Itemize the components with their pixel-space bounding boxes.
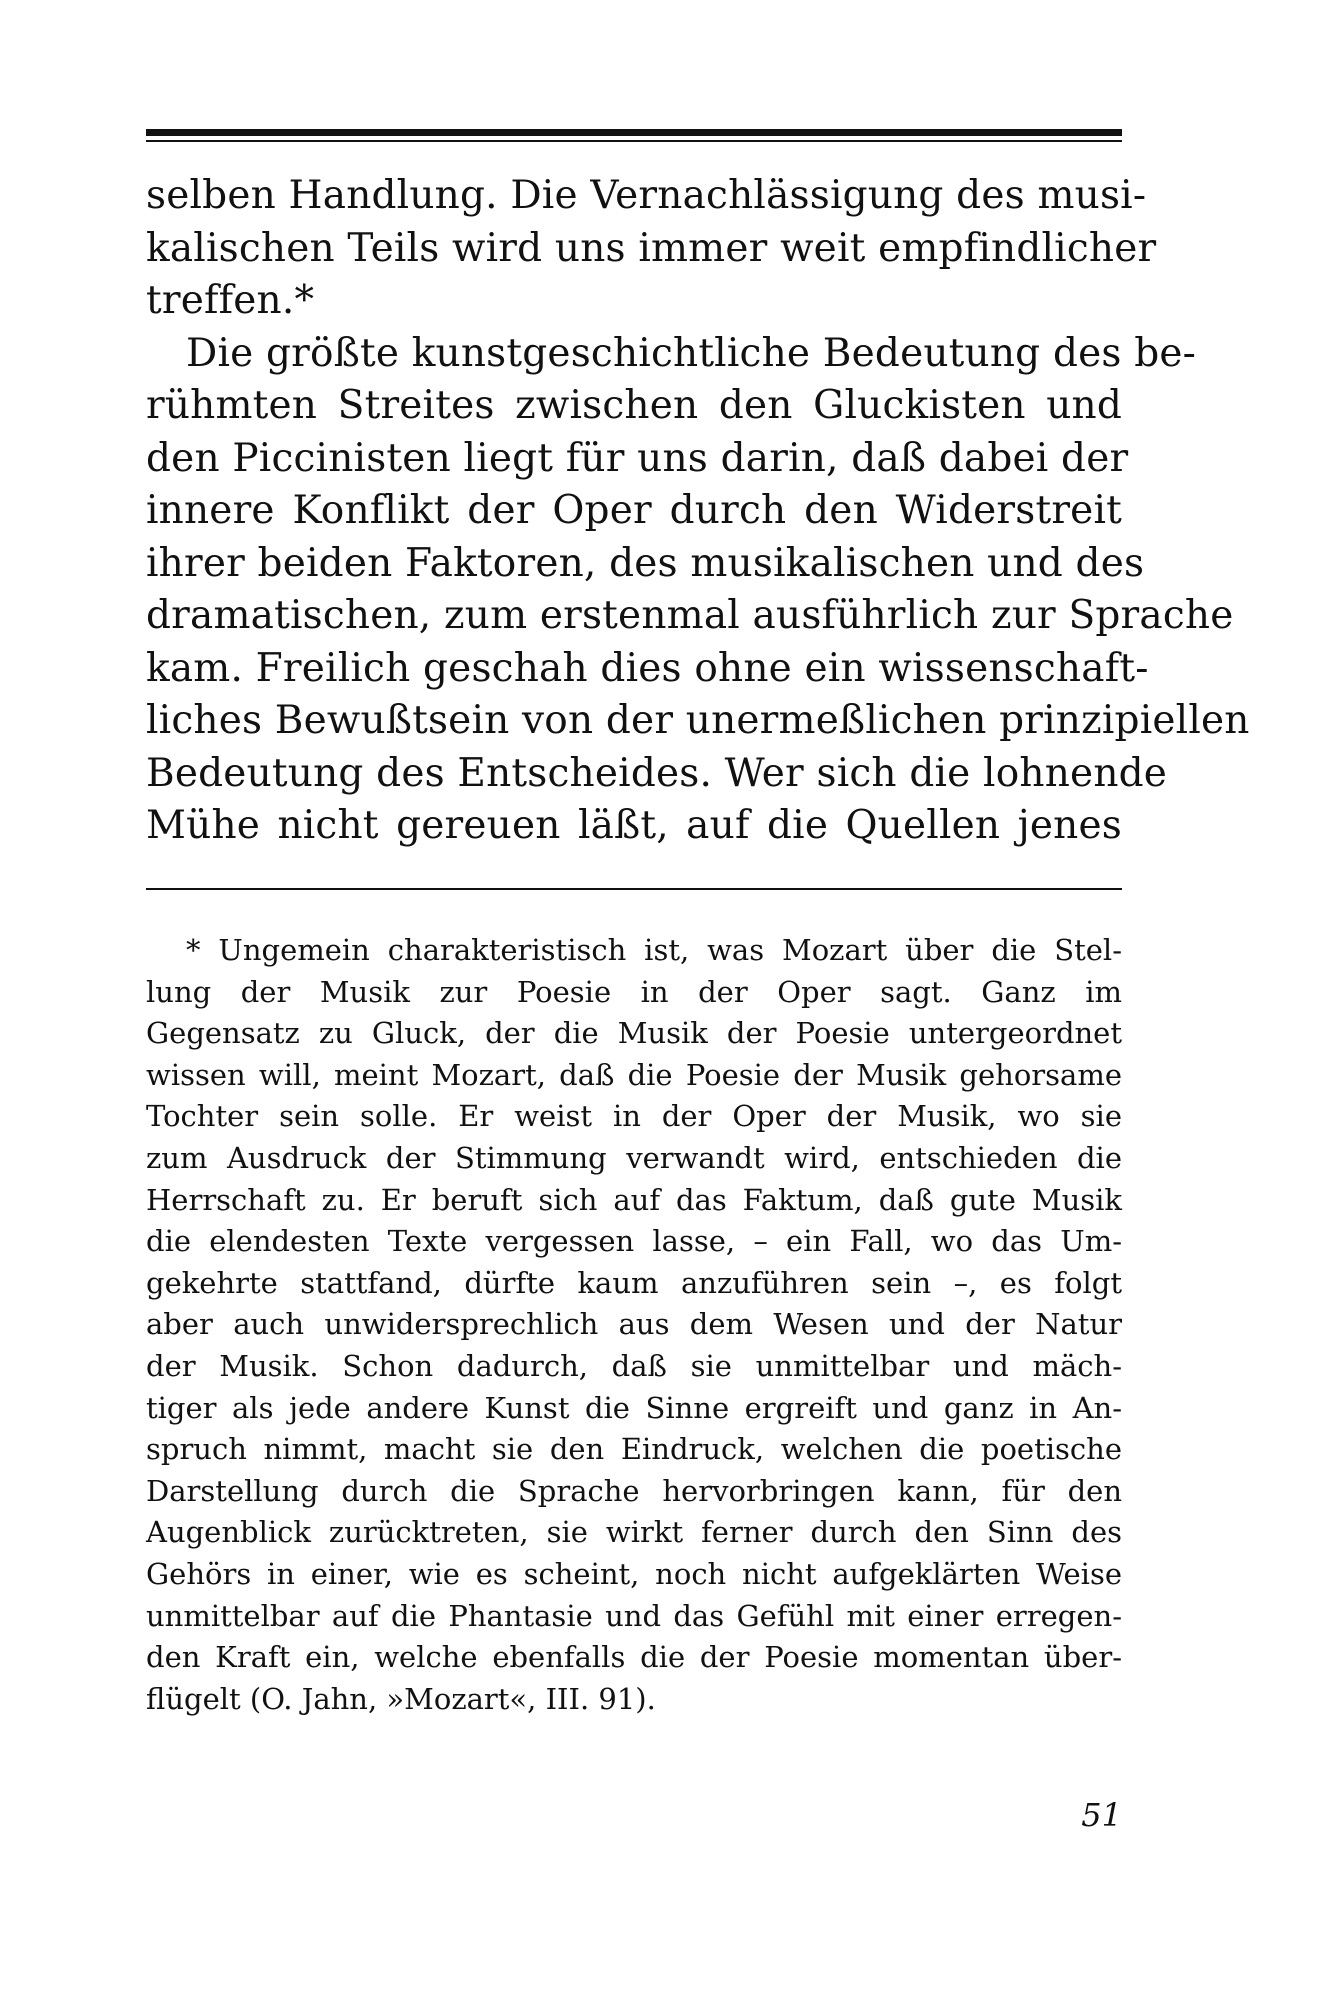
text-line: kalischen Teils wird uns immer weit empfindlicher	[146, 225, 1157, 271]
footnote-line: * Ungemein charakteristisch ist, was Mozart über die Stel-	[186, 933, 1122, 967]
text-line: Bedeutung des Entscheides. Wer sich die lohnende	[146, 750, 1168, 796]
text-line: kam. Freilich geschah dies ohne ein wissenschaft-	[146, 645, 1149, 691]
footnote-line: Herrschaft zu. Er beruft sich auf das Faktum, daß gute Musik	[146, 1182, 1122, 1217]
text-line: Mühe nicht gereuen läßt, auf die Quellen jenes	[146, 803, 1122, 848]
text-line: liches Bewußtsein von der unermeßlichen prinzipiellen	[146, 698, 1250, 743]
text-line: innere Konflikt der Oper durch den Widerstreit	[146, 488, 1122, 533]
footnote-rule	[146, 888, 1122, 890]
text-line: rühmten Streites zwischen den Gluckisten und	[146, 383, 1122, 428]
footnote-line: Darstellung durch die Sprache hervorbringen kann, für den	[146, 1473, 1122, 1508]
main-text	[146, 170, 1250, 853]
footnote-line: zum Ausdruck der Stimmung verwandt wird, entschieden die	[146, 1140, 1122, 1175]
footnote-line: Gehörs in einer, wie es scheint, noch nicht aufgeklärten Weise	[146, 1556, 1122, 1591]
header-rule-thick	[146, 129, 1122, 136]
footnote-line: Tochter sein solle. Er weist in der Oper der Musik, wo sie	[146, 1099, 1122, 1134]
text-line: treffen.*	[146, 278, 315, 323]
text-line: ihrer beiden Faktoren, des musikalischen und des	[146, 540, 1145, 586]
footnote-line: tiger als jede andere Kunst die Sinne ergreift und ganz in An-	[146, 1390, 1122, 1425]
page-number: 51	[1081, 1796, 1122, 1834]
text-line: dramatischen, zum erstenmal ausführlich zur Sprache	[146, 593, 1234, 638]
text-line: Die größte kunstgeschichtliche Bedeutung des be-	[186, 330, 1197, 376]
footnote	[146, 930, 1122, 1720]
footnote-line: aber auch unwidersprechlich aus dem Wesen und der Natur	[146, 1307, 1122, 1342]
header-rule-thin	[146, 140, 1122, 142]
footnote-line: spruch nimmt, macht sie den Eindruck, welchen die poetische	[146, 1432, 1122, 1467]
footnote-line: gekehrte stattfand, dürfte kaum anzuführen sein –, es folgt	[146, 1265, 1122, 1300]
footnote-line: Gegensatz zu Gluck, der die Musik der Poesie untergeordnet	[146, 1016, 1122, 1051]
footnote-line: der Musik. Schon dadurch, daß sie unmittelbar und mäch-	[146, 1348, 1122, 1383]
footnote-line: Augenblick zurücktreten, sie wirkt ferner durch den Sinn des	[146, 1515, 1122, 1550]
text-line: selben Handlung. Die Vernachlässigung des musi-	[146, 173, 1147, 218]
footnote-line: wissen will, meint Mozart, daß die Poesie der Musik gehorsame	[146, 1057, 1122, 1092]
footnote-line: lung der Musik zur Poesie in der Oper sagt. Ganz im	[146, 974, 1122, 1009]
footnote-line: den Kraft ein, welche ebenfalls die der Poesie momentan über-	[146, 1640, 1122, 1675]
text-line: den Piccinisten liegt für uns darin, daß dabei der	[146, 435, 1129, 481]
footnote-line: die elendesten Texte vergessen lasse, – ein Fall, wo das Um-	[146, 1224, 1122, 1259]
footnote-line: unmittelbar auf die Phantasie und das Gefühl mit einer erregen-	[146, 1598, 1122, 1633]
footnote-line: flügelt (O. Jahn, »Mozart«, III. 91).	[146, 1681, 656, 1716]
